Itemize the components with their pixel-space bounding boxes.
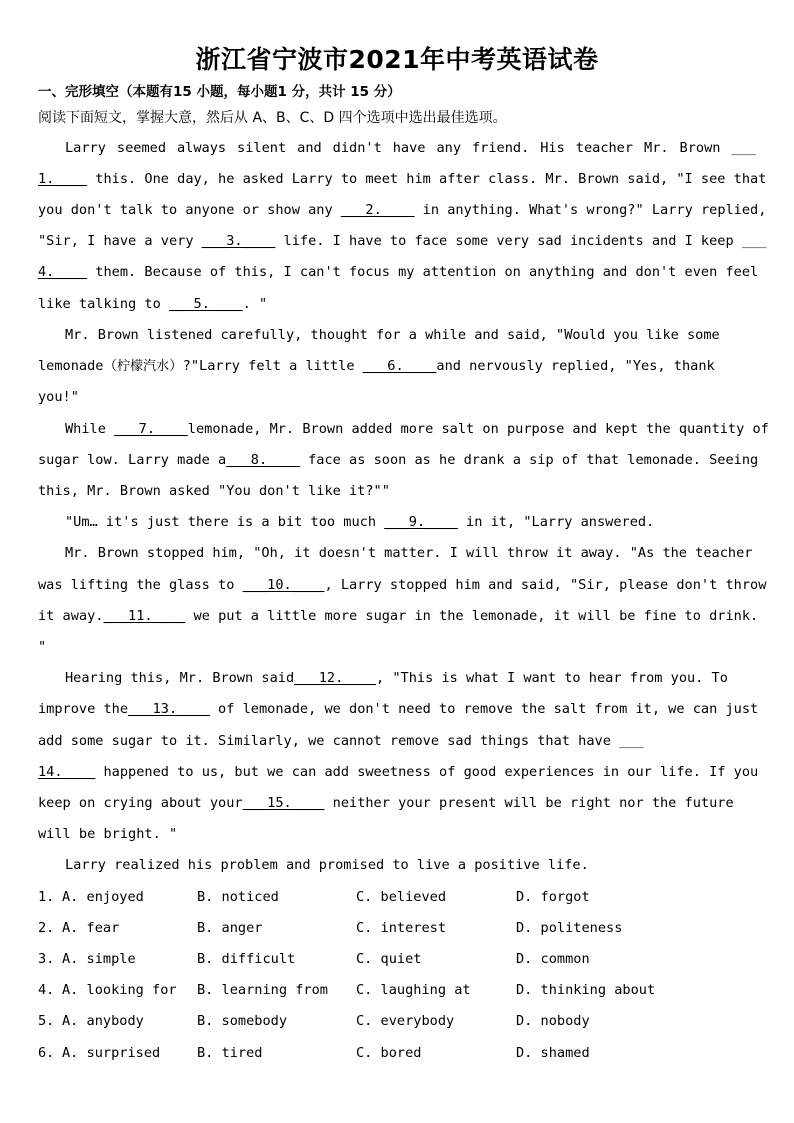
blank-10: ___10.____ <box>242 577 325 593</box>
option-c: C. interest <box>356 920 447 936</box>
passage-line: "Sir, I have a very ___3.____ life. I have to face some very sad incidents and I keep ___ <box>38 233 767 249</box>
passage-line: was lifting the glass to ___10.____, Larry stopped him and said, "Sir, please don't throw <box>38 577 767 593</box>
passage-line: " <box>38 639 47 655</box>
passage-line: While ___7.____lemonade, Mr. Brown added more salt on purpose and kept the quantity of <box>65 421 769 437</box>
passage-line: lemonade（柠檬汽水）?"Larry felt a little ___6.____and nervously replied, "Yes, thank <box>38 358 715 374</box>
blank-2: ___2.____ <box>340 202 415 218</box>
option-b: B. somebody <box>197 1013 288 1029</box>
option-row: 1. A. enjoyed B. noticed C. believed D. forgot <box>38 889 590 905</box>
option-d: D. forgot <box>516 889 590 905</box>
option-row: 5. A. anybody B. somebody C. everybody D. nobody <box>38 1013 590 1029</box>
passage-line: this, Mr. Brown asked "You don't like it?"" <box>38 483 390 499</box>
passage-line: it away.___11.____ we put a little more sugar in the lemonade, it will be fine to drink. <box>38 608 759 624</box>
option-a: A. surprised <box>62 1045 161 1061</box>
option-a: A. looking for <box>62 982 177 998</box>
blank-7: ___7.____ <box>114 421 188 437</box>
passage-line: will be bright. " <box>38 826 178 842</box>
blank-12: ___12.____ <box>294 670 376 686</box>
passage-line: 4.____ them. Because of this, I can't focus my attention on anything and don't even feel <box>38 264 759 280</box>
passage-line: keep on crying about your___15.____ neither your present will be right nor the future <box>38 795 734 811</box>
passage-line: Hearing this, Mr. Brown said___12.____, "This is what I want to hear from you. To <box>65 670 728 686</box>
option-a: A. enjoyed <box>62 889 144 905</box>
passage-line: sugar low. Larry made a___8.____ face as soon as he drank a sip of that lemonade. Seeing <box>38 452 759 468</box>
option-a: A. simple <box>62 951 136 967</box>
option-a: A. fear <box>62 920 120 936</box>
blank-6: ___6.____ <box>362 358 437 374</box>
option-c: C. believed <box>356 889 447 905</box>
option-b: B. noticed <box>197 889 279 905</box>
blank-8: ___8.____ <box>226 452 300 468</box>
option-b: B. learning from <box>197 982 328 998</box>
option-b: B. anger <box>197 920 263 936</box>
instruction-text: 阅读下面短文，掌握大意，然后从 A、B、C、D 四个选项中选出最佳选项。 <box>38 110 507 126</box>
option-row: 2. A. fear B. anger C. interest D. politeness <box>38 920 623 936</box>
blank-15: ___15.____ <box>242 795 325 811</box>
option-c: C. quiet <box>356 951 422 967</box>
option-d: D. common <box>516 951 590 967</box>
option-c: C. bored <box>356 1045 422 1061</box>
passage-line: you!" <box>38 389 79 405</box>
blank-3: ___3.____ <box>201 233 276 249</box>
passage-line: improve the___13.____ of lemonade, we don't need to remove the salt from it, we can just <box>38 701 759 717</box>
option-b: B. tired <box>197 1045 263 1061</box>
blank-13: ___13.____ <box>128 701 210 717</box>
option-b: B. difficult <box>197 951 296 967</box>
blank-9: ___9.____ <box>384 514 458 530</box>
option-row: 6. A. surprised B. tired C. bored D. shamed <box>38 1045 590 1061</box>
option-d: D. nobody <box>516 1013 590 1029</box>
passage-line: Mr. Brown listened carefully, thought for a while and said, "Would you like some <box>65 327 720 343</box>
passage-line: 1.____ this. One day, he asked Larry to meet him after class. Mr. Brown said, "I see that <box>38 171 767 187</box>
section-heading: 一、完形填空（本题有15 小题，每小题1 分，共计 15 分） <box>38 84 401 100</box>
option-d: D. politeness <box>516 920 623 936</box>
option-d: D. thinking about <box>516 982 656 998</box>
option-row: 4. A. looking for B. learning from C. laughing at D. thinking about <box>38 982 656 998</box>
passage-line: like talking to ___5.____. " <box>38 296 268 312</box>
passage-line: you don't talk to anyone or show any ___2.____ in anything. What's wrong?" Larry replied, <box>38 202 767 218</box>
blank-14: 14.____ <box>38 764 96 780</box>
passage-line: 14.____ happened to us, but we can add sweetness of good experiences in our life. If you <box>38 764 759 780</box>
page-title: 浙江省宁波市2021年中考英语试卷 <box>195 45 599 74</box>
option-c: C. laughing at <box>356 982 471 998</box>
option-a: A. anybody <box>62 1013 144 1029</box>
blank-5: ___5.____ <box>168 296 243 312</box>
passage-line: Larry realized his problem and promised to live a positive life. <box>65 857 589 873</box>
option-c: C. everybody <box>356 1013 455 1029</box>
option-d: D. shamed <box>516 1045 590 1061</box>
option-row: 3. A. simple B. difficult C. quiet D. common <box>38 951 590 967</box>
passage-line: Larry seemed always silent and didn't have any friend. His teacher Mr. Brown ___ <box>65 140 756 156</box>
passage-line: "Um… it's just there is a bit too much ___9.____ in it, "Larry answered. <box>65 514 655 530</box>
blank-11: ___11.____ <box>103 608 186 624</box>
blank-4: 4.____ <box>38 264 88 280</box>
passage-line: Mr. Brown stopped him, "Oh, it doesn't matter. I will throw it away. "As the teacher <box>65 545 753 561</box>
passage-line: add some sugar to it. Similarly, we cannot remove sad things that have ___ <box>38 733 644 749</box>
blank-1: 1.____ <box>38 171 88 187</box>
